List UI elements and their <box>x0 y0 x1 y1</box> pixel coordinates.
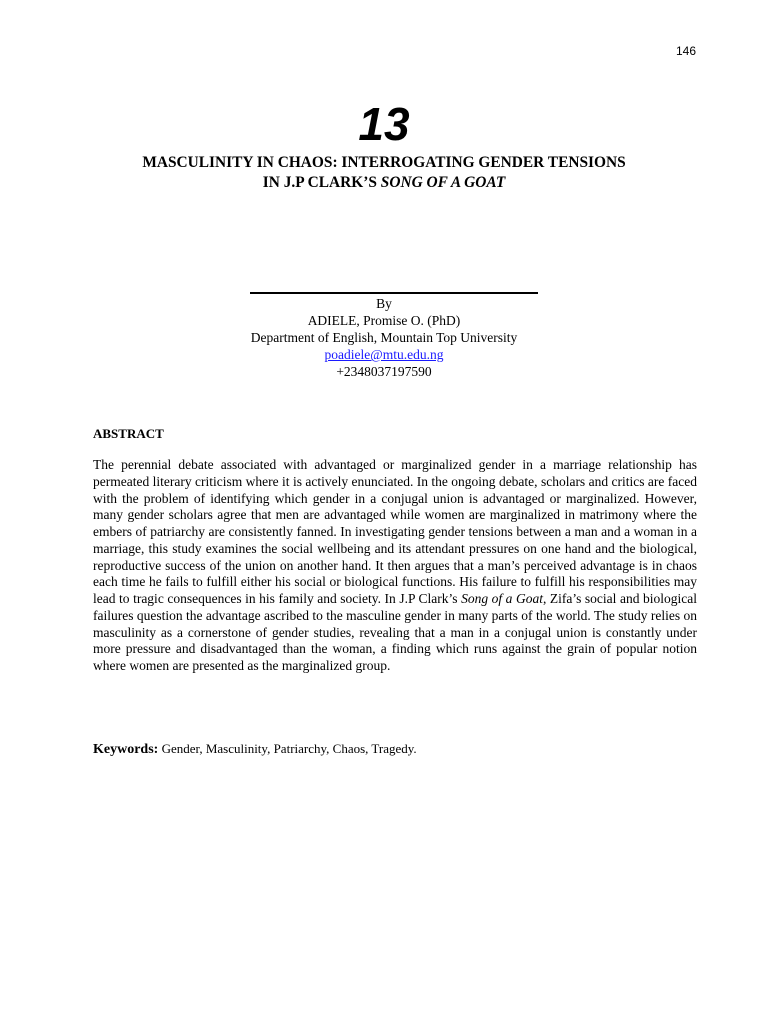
abstract-heading: ABSTRACT <box>93 426 164 441</box>
page-number: 146 <box>675 44 696 58</box>
chapter-title-line-1: MASCULINITY IN CHAOS: INTERROGATING GENDER TENSIONS <box>142 154 626 171</box>
chapter-title-line-2 <box>72 173 696 193</box>
keywords-label: Keywords: <box>93 742 159 757</box>
byline-rule <box>250 292 538 294</box>
chapter-number: 13 <box>358 98 410 150</box>
byline-by: By <box>376 296 392 311</box>
chapter-title-prefix: IN J.P CLARK’S <box>262 174 381 191</box>
keywords-list: Gender, Masculinity, Patriarchy, Chaos, Tragedy. <box>158 741 417 756</box>
abstract-text-part-2: , Zifa’s social and biological failures question the advantage ascribed to the masculine gender in many parts of the world. The study relies on masculinity as a cornerstone of gender studies, revealing that a man in a conjugal union is constantly under more pressure and disadvantaged than the woman, a finding which runs against the grain of popular notion where women are presented as the marginalized group. <box>93 591 697 673</box>
chapter-title-work: SONG OF A GOAT <box>380 174 506 191</box>
abstract-work-title: Song of a Goat <box>461 591 543 606</box>
author-name: ADIELE, Promise O. (PhD) <box>307 313 461 328</box>
abstract-text-part-1: The perennial debate associated with advantaged or marginalized gender in a marriage relationship has permeated literary criticism where it is actively enunciated. In the ongoing debate, scholars and critics are faced with the problem of identifying which gender in a conjugal union is advantaged or marginalized. However, many gender scholars agree that men are advantaged while women are marginalized in matrimony where the embers of patriarchy are consistently fanned. In investigating gender tensions between a man and a woman in a marriage, this study examines the social wellbeing and its attendant pressures on one hand and the biological, reproductive success of the union on another hand. It then argues that a man’s perceived advantage is in chaos each time he fails to fulfill either his social or biological functions. His failure to fulfill his responsibilities may lead to tragic consequences in his family and society. In J.P Clark’s <box>93 457 697 606</box>
author-block <box>0 295 768 380</box>
chapter-title <box>72 153 696 193</box>
author-phone: +2348037197590 <box>336 364 432 379</box>
author-affiliation: Department of English, Mountain Top University <box>250 330 518 345</box>
keywords-line <box>93 741 417 758</box>
abstract-body <box>93 457 697 675</box>
author-email-link[interactable]: poadiele@mtu.edu.ng <box>324 347 444 362</box>
